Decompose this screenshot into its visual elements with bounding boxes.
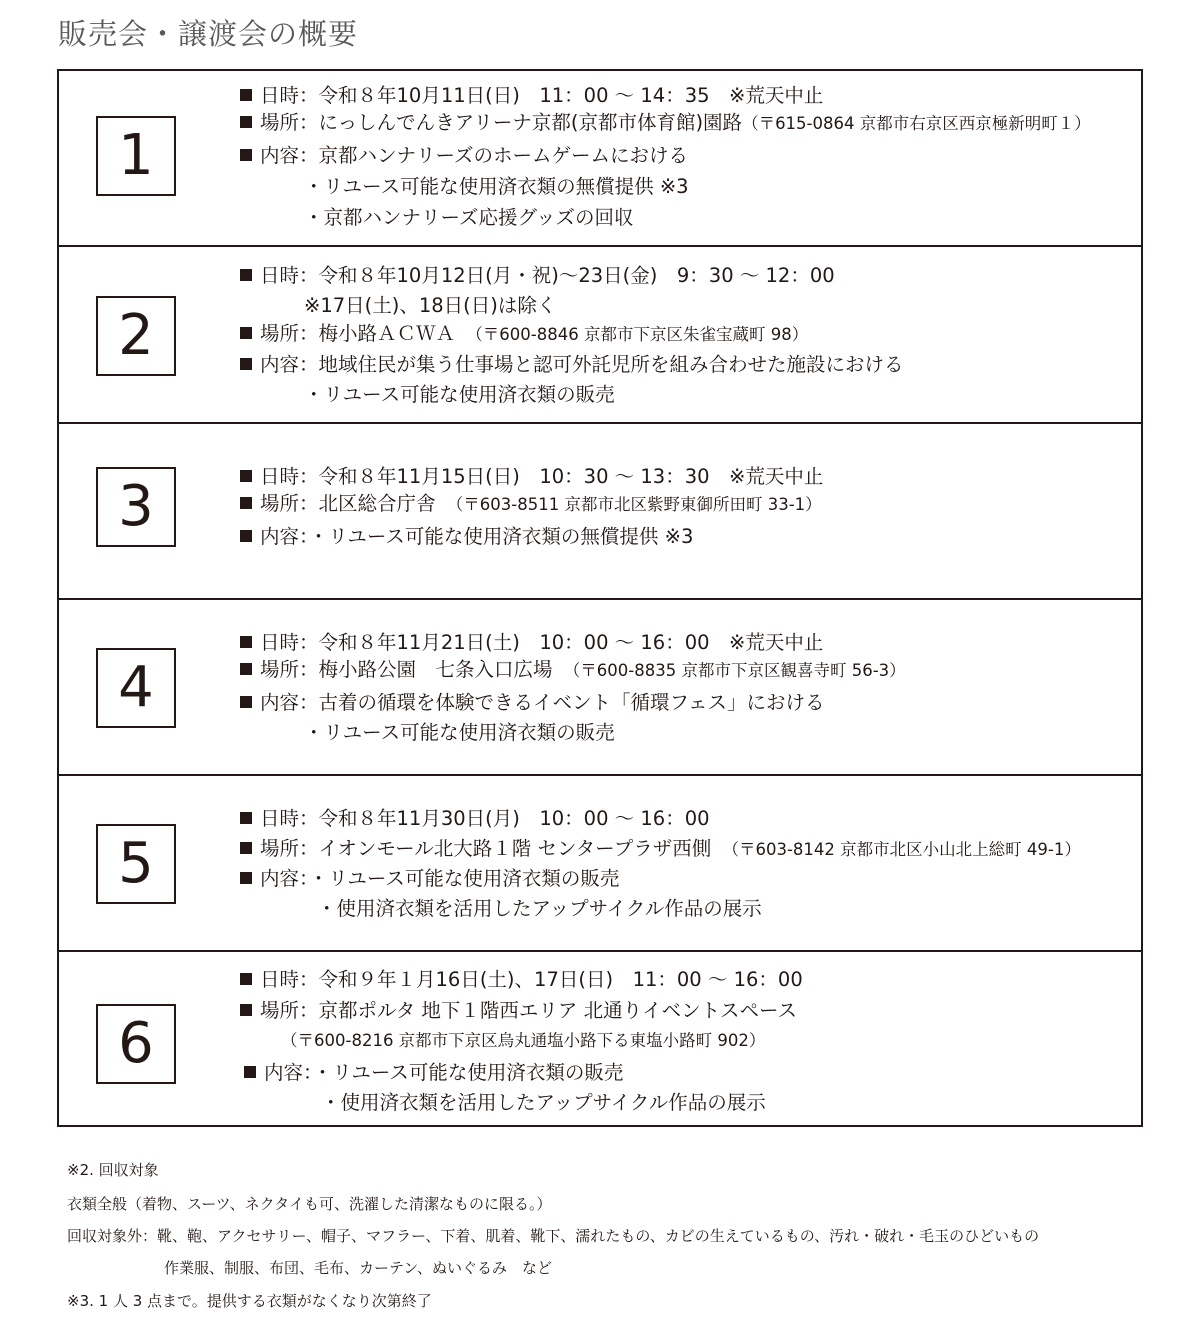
event-content: 内容：・リユース可能な使用済衣類の無償提供 ※3: [240, 525, 693, 549]
bullet-square-icon: [240, 812, 252, 824]
event-row-4: [59, 600, 1141, 776]
event-place: 場所：京都ポルタ 地下１階西エリア 北通りイベントスペース: [240, 999, 797, 1023]
event-number-box: 5: [96, 824, 176, 904]
footnote-line: ※3. 1 人 3 点まで。提供する衣類がなくなり次第終了: [67, 1292, 432, 1310]
page-title: 販売会・譲渡会の概要: [58, 17, 359, 51]
event-content-item: ・使用済衣類を活用したアップサイクル作品の展示: [321, 1091, 766, 1114]
footnote-line: 回収対象外：靴、鞄、アクセサリー、帽子、マフラー、下着、肌着、靴下、濡れたもの、カビの生えているもの、汚れ・破れ・毛玉のひどいもの: [67, 1227, 1040, 1245]
footnote-heading: ※2. 回収対象: [67, 1161, 159, 1179]
bullet-square-icon: [244, 1066, 256, 1078]
bullet-square-icon: [240, 1004, 252, 1016]
event-date-note: ※17日(土)、18日(日)は除く: [304, 294, 557, 317]
event-content-item: ・リユース可能な使用済衣類の販売: [304, 721, 615, 744]
bullet-square-icon: [240, 470, 252, 482]
bullet-square-icon: [240, 149, 252, 161]
bullet-square-icon: [240, 116, 252, 128]
event-row-2: [59, 247, 1141, 424]
event-place: 場所：北区総合庁舎 （〒603-8511 京都市北区紫野東御所田町 33-1）: [240, 492, 822, 517]
event-content-item: ・京都ハンナリーズ応援グッズの回収: [304, 206, 634, 229]
event-row-3: [59, 424, 1141, 600]
event-content-item: ・リユース可能な使用済衣類の販売: [304, 383, 615, 406]
event-number-box: 4: [96, 648, 176, 728]
events-table: [57, 69, 1143, 1127]
event-date: 日時：令和８年11月30日(月) 10：00 ～ 16：00: [240, 807, 710, 831]
event-row-5: [59, 776, 1141, 952]
event-date: 日時：令和８年10月12日(月・祝)～23日(金) 9：30 ～ 12：00: [240, 264, 835, 288]
footnote-line: 作業服、制服、布団、毛布、カーテン、ぬいぐるみ など: [164, 1259, 553, 1277]
bullet-square-icon: [240, 973, 252, 985]
bullet-square-icon: [240, 663, 252, 675]
event-number-box: 3: [96, 467, 176, 547]
event-content: 内容：京都ハンナリーズのホームゲームにおける: [240, 144, 688, 168]
bullet-square-icon: [240, 530, 252, 542]
bullet-square-icon: [240, 842, 252, 854]
event-place-address: （〒600-8216 京都市下京区烏丸通塩小路下る東塩小路町 902）: [281, 1031, 766, 1050]
bullet-square-icon: [240, 327, 252, 339]
bullet-square-icon: [240, 696, 252, 708]
event-content: 内容：・リユース可能な使用済衣類の販売: [240, 867, 619, 891]
bullet-square-icon: [240, 636, 252, 648]
bullet-square-icon: [240, 89, 252, 101]
event-place: 場所：梅小路ＡＣＷＡ （〒600-8846 京都市下京区朱雀宝蔵町 98）: [240, 322, 808, 347]
footnote-line: 衣類全般（着物、スーツ、ネクタイも可、洗濯した清潔なものに限る。）: [67, 1195, 552, 1213]
event-content: 内容：古着の循環を体験できるイベント「循環フェス」における: [240, 691, 825, 715]
bullet-square-icon: [240, 872, 252, 884]
event-content-item: ・リユース可能な使用済衣類の無償提供 ※3: [304, 175, 689, 198]
event-place: 場所：イオンモール北大路１階 センタープラザ西側 （〒603-8142 京都市北区小山北上総町 49-1）: [240, 837, 1081, 862]
event-content: 内容：・リユース可能な使用済衣類の販売: [244, 1061, 623, 1085]
event-row-6: [59, 952, 1141, 1129]
event-place: 場所：にっしんでんきアリーナ京都(京都市体育館)園路（〒615-0864 京都市右京区西京極新明町１）: [240, 111, 1091, 136]
event-number-box: 2: [96, 296, 176, 376]
bullet-square-icon: [240, 358, 252, 370]
event-date: 日時：令和８年10月11日(日) 11：00 ～ 14：35 ※荒天中止: [240, 84, 823, 108]
event-date: 日時：令和８年11月15日(日) 10：30 ～ 13：30 ※荒天中止: [240, 465, 823, 489]
bullet-square-icon: [240, 269, 252, 281]
event-number-box: 1: [96, 116, 176, 196]
event-content: 内容：地域住民が集う仕事場と認可外託児所を組み合わせた施設における: [240, 353, 904, 377]
bullet-square-icon: [240, 497, 252, 509]
event-date: 日時：令和９年１月16日(土)、17日(日) 11：00 ～ 16：00: [240, 968, 803, 992]
event-content-item: ・使用済衣類を活用したアップサイクル作品の展示: [317, 897, 762, 920]
event-number-box: 6: [96, 1004, 176, 1084]
event-place: 場所：梅小路公園 七条入口広場 （〒600-8835 京都市下京区観喜寺町 56-3）: [240, 658, 906, 683]
event-date: 日時：令和８年11月21日(土) 10：00 ～ 16：00 ※荒天中止: [240, 631, 823, 655]
event-row-1: [59, 71, 1141, 247]
